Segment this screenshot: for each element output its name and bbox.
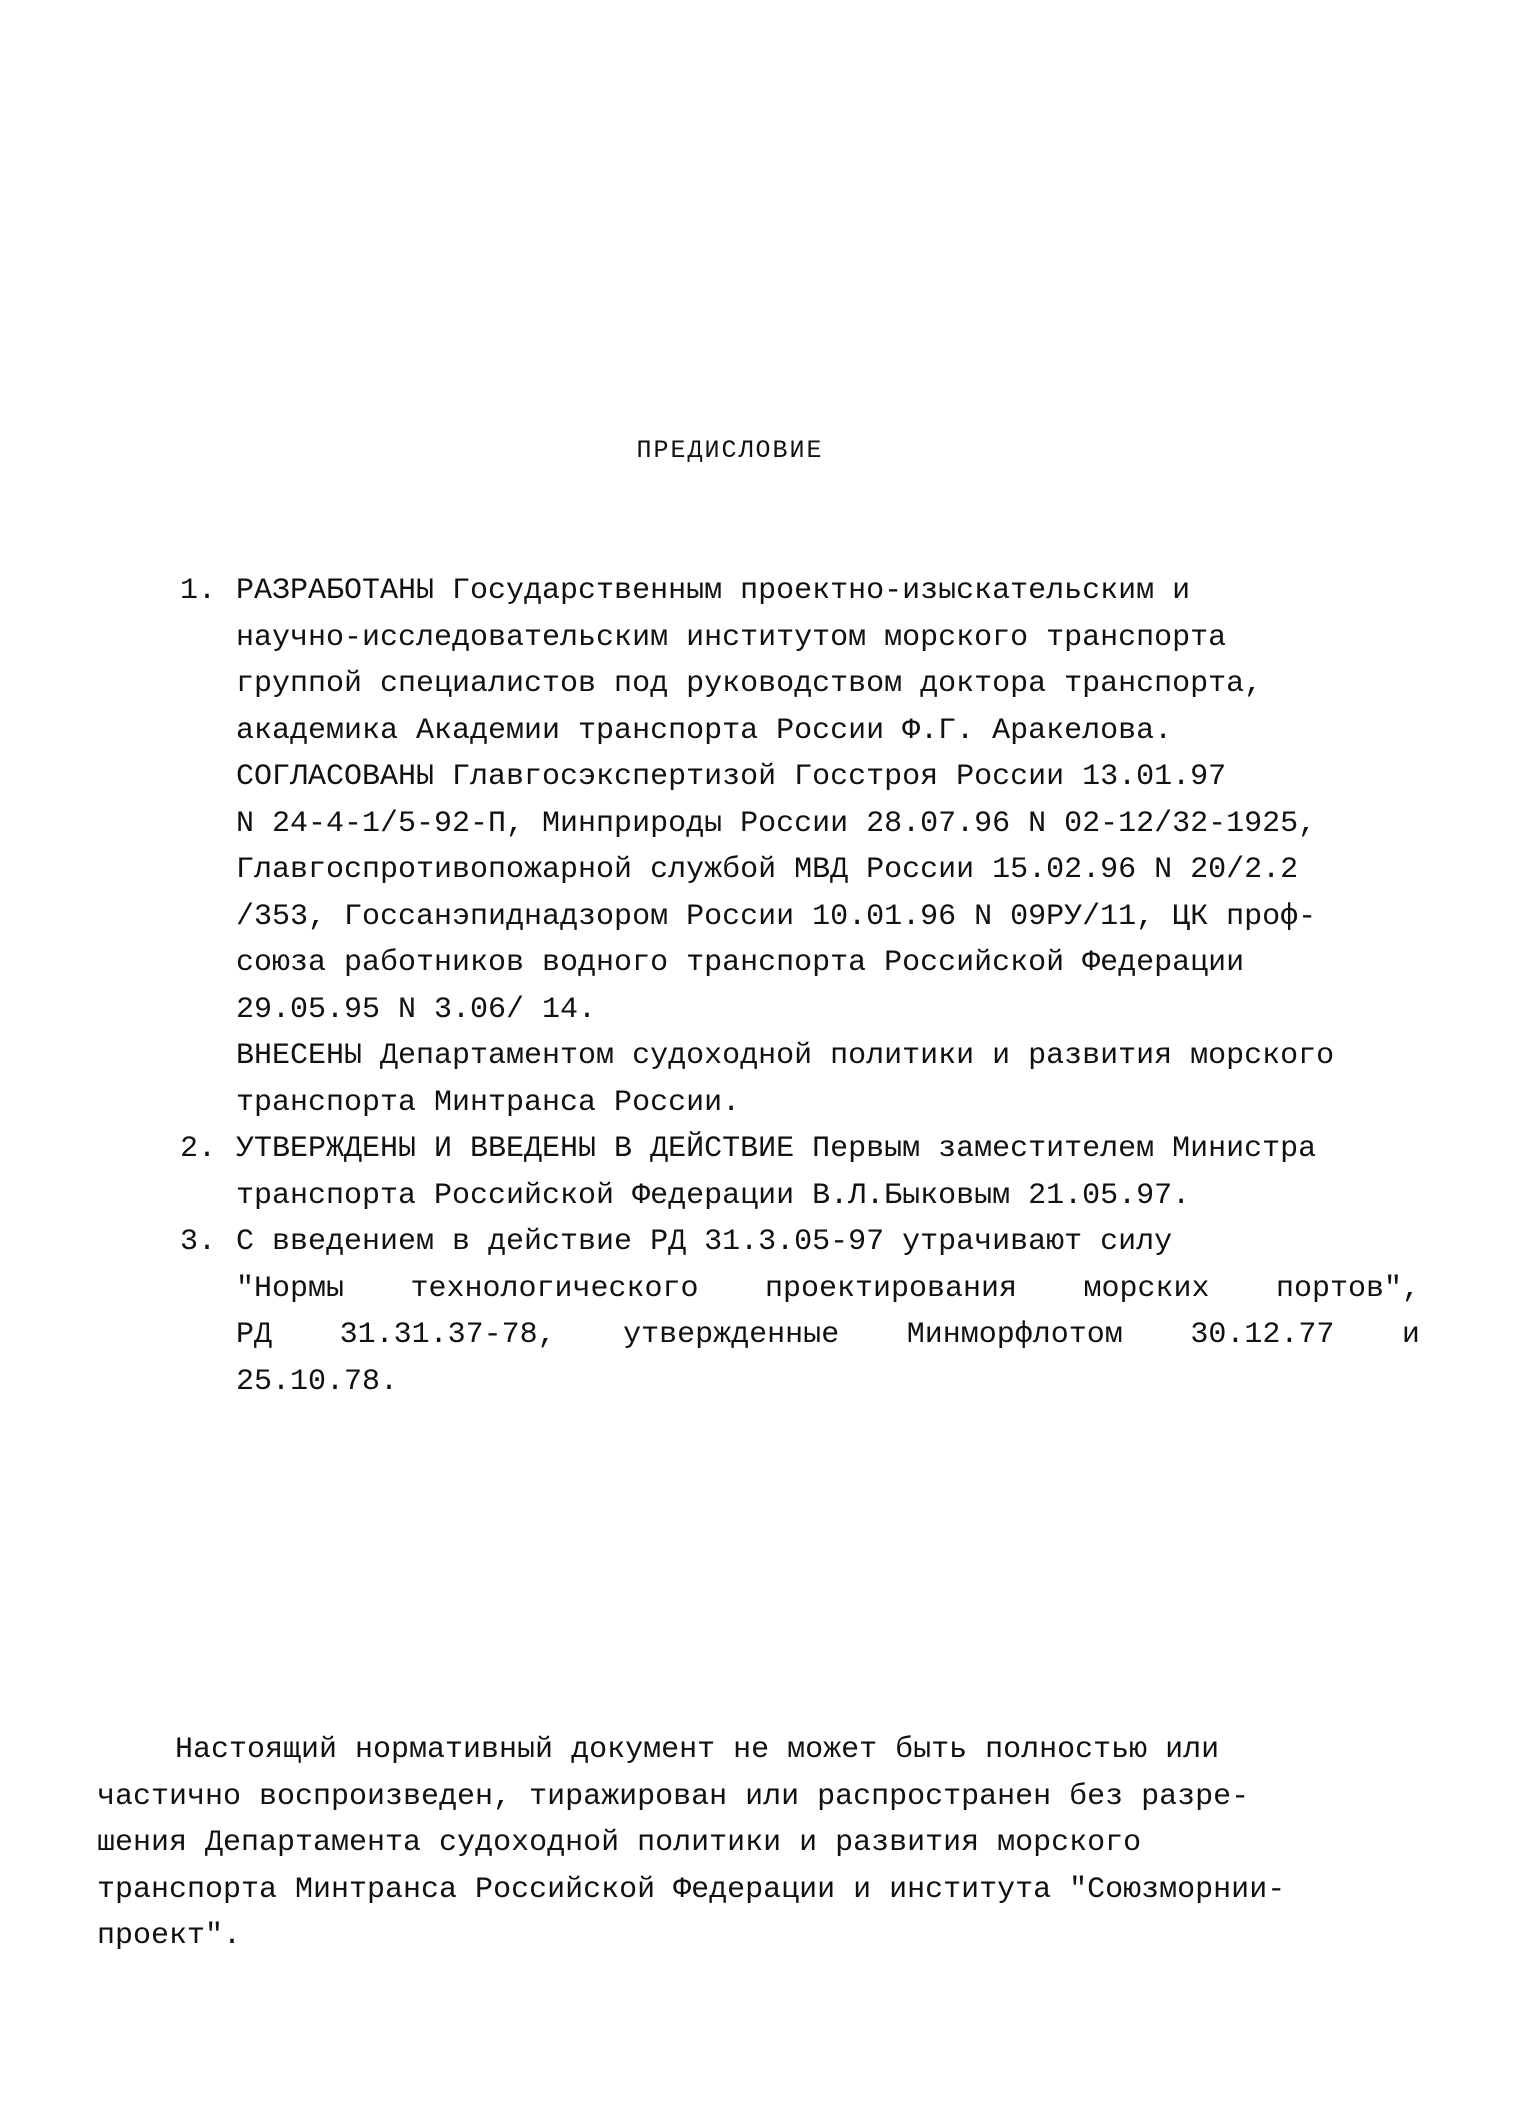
list-item bbox=[180, 568, 1420, 1126]
text-line: УТВЕРЖДЕНЫ И ВВЕДЕНЫ В ДЕЙСТВИЕ Первым заместителем Министра bbox=[236, 1132, 1317, 1166]
text-line: Настоящий нормативный документ не может быть полностью или bbox=[175, 1733, 1220, 1767]
word: 31.31.37-78, bbox=[339, 1318, 556, 1352]
word: и bbox=[1401, 1318, 1420, 1352]
text-line: С введением в действие РД 31.3.05-97 утрачивают силу bbox=[236, 1225, 1173, 1259]
item-number: 1. bbox=[180, 574, 217, 608]
text-line: /353, Госсанэпиднадзором России 10.01.96 N 09РУ/11, ЦК проф- bbox=[236, 899, 1317, 934]
copyright-notice bbox=[97, 1727, 1353, 1960]
word: портов", bbox=[1275, 1271, 1420, 1306]
text-line: союза работников водного транспорта Российской Федерации bbox=[236, 946, 1245, 980]
text-line: проект". bbox=[97, 1919, 242, 1953]
word: утвержденные bbox=[623, 1318, 840, 1352]
text-line: частично воспроизведен, тиражирован или распространен без разре- bbox=[97, 1779, 1250, 1814]
text-line: 25.10.78. bbox=[236, 1364, 399, 1399]
item-number: 3. bbox=[180, 1225, 217, 1259]
text-line: группой специалистов под руководством доктора транспорта, bbox=[236, 667, 1263, 701]
item-number: 2. bbox=[180, 1132, 217, 1166]
word: "Нормы bbox=[236, 1271, 345, 1306]
text-line: СОГЛАСОВАНЫ Главгосэкспертизой Госстроя России 13.01.97 bbox=[236, 760, 1227, 794]
text-line: 29.05.95 N 3.06/ 14. bbox=[236, 992, 597, 1027]
word: Минморфлотом bbox=[906, 1318, 1123, 1352]
page-title: ПРЕДИСЛОВИЕ bbox=[636, 436, 824, 465]
text-line: транспорта Минтранса России. bbox=[236, 1085, 741, 1120]
text-line: N 24-4-1/5-92-П, Минприроды России 28.07.96 N 02-12/32-1925, bbox=[236, 806, 1317, 841]
text-line: академика Академии транспорта России Ф.Г. Аракелова. bbox=[236, 713, 1173, 748]
text-line: транспорта Минтранса Российской Федерации и института "Союзморнии- bbox=[97, 1872, 1286, 1907]
word: технологического bbox=[410, 1271, 699, 1306]
preface-list bbox=[180, 568, 1420, 1405]
text-line: научно-исследовательским институтом морского транспорта bbox=[236, 620, 1227, 655]
list-item bbox=[180, 1219, 1420, 1405]
word: проектирования bbox=[764, 1271, 1018, 1306]
text-line: шения Департамента судоходной политики и развития морского bbox=[97, 1826, 1142, 1860]
text-line: ВНЕСЕНЫ Департаментом судоходной политики и развития морского bbox=[236, 1039, 1335, 1073]
word: 30.12.77 bbox=[1190, 1318, 1335, 1352]
text-line: РАЗРАБОТАНЫ Государственным проектно-изыскательским и bbox=[236, 574, 1191, 608]
justified-line bbox=[236, 1266, 1420, 1313]
word: РД bbox=[236, 1318, 273, 1352]
text-line: транспорта Российской Федерации В.Л.Быковым 21.05.97. bbox=[236, 1178, 1191, 1213]
text-line: Главгоспротивопожарной службой МВД России 15.02.96 N 20/2.2 bbox=[236, 853, 1299, 887]
list-item bbox=[180, 1126, 1420, 1219]
justified-line bbox=[236, 1312, 1420, 1359]
word: морских bbox=[1083, 1271, 1210, 1306]
